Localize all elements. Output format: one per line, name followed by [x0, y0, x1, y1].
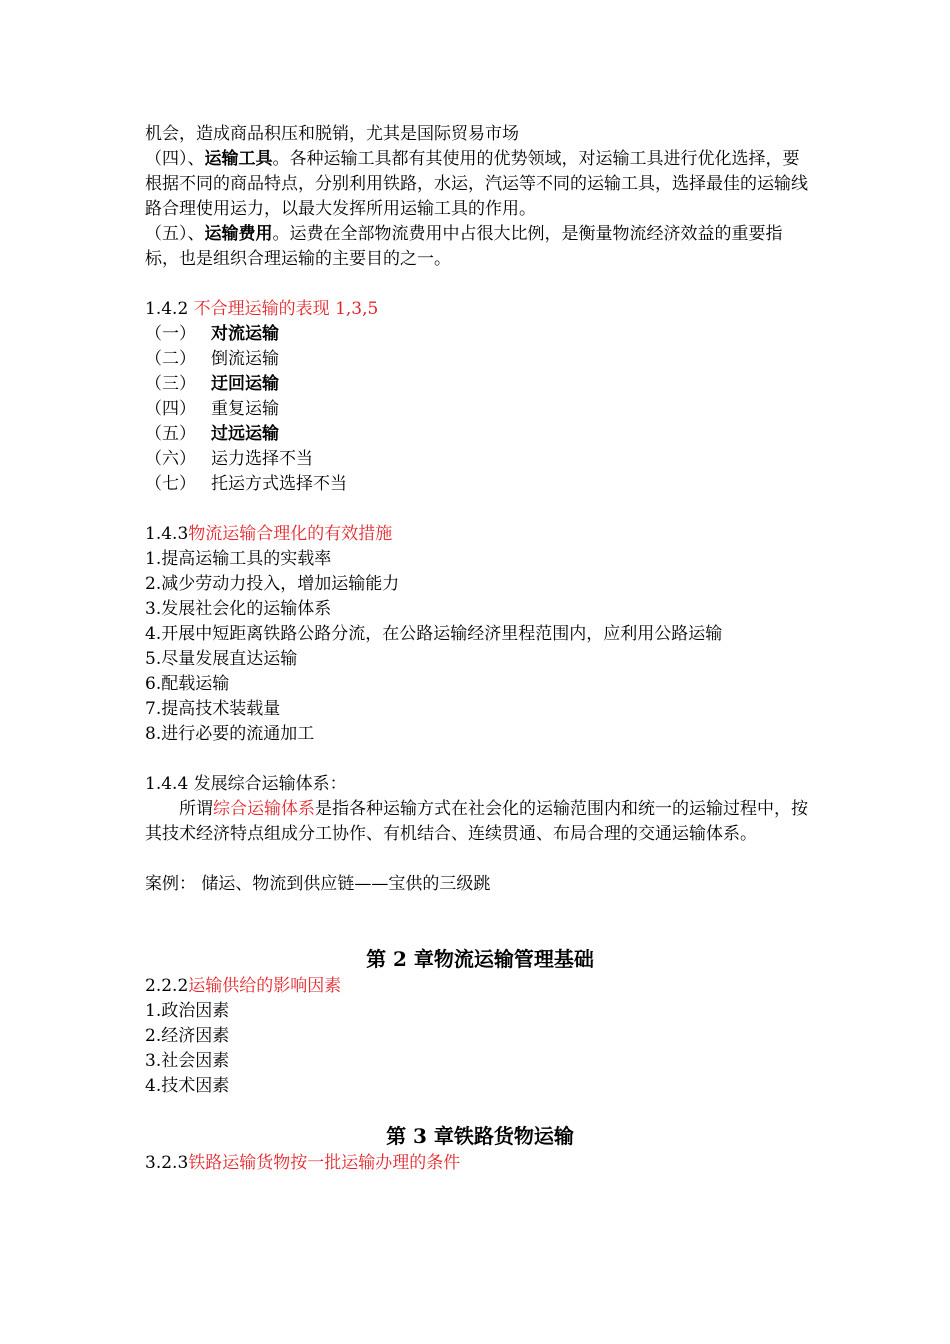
list-item: 1.政治因素 — [145, 1001, 230, 1021]
list-index: （四） — [145, 399, 196, 419]
item-prefix: （五）、 — [145, 224, 205, 244]
list-item: 8.进行必要的流通加工 — [145, 724, 315, 744]
document-page — [145, 122, 815, 1176]
list-index: （六） — [145, 449, 196, 469]
para-line: 机会，造成商品积压和脱销，尤其是国际贸易市场 — [145, 124, 519, 144]
list-item: 6.配载运输 — [145, 674, 230, 694]
section-number: 1.4.3 — [145, 524, 189, 544]
list-text: 托运方式选择不当 — [211, 474, 347, 494]
section-title: 运输供给的影响因素 — [188, 976, 342, 996]
list-item: 1.提高运输工具的实载率 — [145, 549, 332, 569]
list-item — [145, 422, 815, 447]
term-highlight: 综合运输体系 — [213, 799, 315, 819]
list-item: 3.发展社会化的运输体系 — [145, 599, 332, 619]
item-text: 。各种运输工具都有其使用的优势领域，对运输工具进行优化选择，要根据不同的商品特点，分别利用铁路，水运，汽运等不同的运输工具，选择最佳的运输线路合理使用运力，以最大发挥所用运输工具的作用。 — [145, 149, 808, 219]
item-transport-cost — [145, 222, 815, 272]
section-heading-2-2-2 — [145, 974, 815, 999]
list-item: 4.开展中短距离铁路公路分流，在公路运输经济里程范围内，应利用公路运输 — [145, 624, 723, 644]
item-text: 。运费在全部物流费用中占很大比例，是衡量物流经济效益的重要指标，也是组织合理运输的主要目的之一。 — [145, 224, 783, 269]
case-line: 案例： 储运、物流到供应链——宝供的三级跳 — [145, 874, 491, 894]
list-item: 2.减少劳动力投入，增加运输能力 — [145, 574, 400, 594]
section-title: 铁路运输货物按一批运输办理的条件 — [188, 1153, 461, 1173]
section-number: 3.2.3 — [145, 1153, 189, 1173]
list-item: 5.尽量发展直达运输 — [145, 649, 298, 669]
list-text: 运力选择不当 — [211, 449, 313, 469]
item-keyword: 运输费用 — [204, 224, 273, 244]
chapter-title: 第 3 章铁路货物运输 — [386, 1124, 574, 1148]
section-heading-1-4-3 — [145, 522, 815, 547]
list-item — [145, 372, 815, 397]
list-item — [145, 397, 815, 422]
section-heading-1-4-2 — [145, 297, 815, 322]
list-text: 对流运输 — [211, 324, 279, 344]
list-item: 2.经济因素 — [145, 1026, 230, 1046]
item-transport-tools — [145, 147, 815, 222]
section-title: 物流运输合理化的有效措施 — [188, 524, 393, 544]
para-prefix: 所谓 — [179, 799, 213, 819]
list-text: 重复运输 — [211, 399, 279, 419]
section-number: 1.4.2 — [145, 299, 189, 319]
chapter-title: 第 2 章物流运输管理基础 — [366, 947, 594, 971]
list-item: 3.社会因素 — [145, 1051, 230, 1071]
item-keyword: 运输工具 — [204, 149, 273, 169]
list-text: 倒流运输 — [211, 349, 279, 369]
list-index: （五） — [145, 424, 196, 444]
definition-paragraph — [145, 797, 815, 847]
section-heading-1-4-4: 1.4.4 发展综合运输体系： — [145, 774, 347, 794]
list-item: 4.技术因素 — [145, 1076, 230, 1096]
para-text: 是指各种运输方式在社会化的运输范围内和统一的运输过程中，按其技术经济特点组成分工协作、有机结合、连续贯通、布局合理的交通运输体系。 — [145, 799, 808, 844]
list-item — [145, 347, 815, 372]
section-number: 2.2.2 — [145, 976, 189, 996]
section-title: 不合理运输的表现 1,3,5 — [193, 299, 379, 319]
list-index: （三） — [145, 374, 196, 394]
list-text: 过远运输 — [211, 424, 279, 444]
list-item — [145, 472, 815, 497]
item-prefix: （四）、 — [145, 149, 205, 169]
list-item — [145, 322, 815, 347]
list-text: 迂回运输 — [211, 374, 279, 394]
section-heading-3-2-3 — [145, 1151, 815, 1176]
list-index: （七） — [145, 474, 196, 494]
list-item — [145, 447, 815, 472]
list-index: （一） — [145, 324, 196, 344]
list-index: （二） — [145, 349, 196, 369]
list-item: 7.提高技术装载量 — [145, 699, 281, 719]
